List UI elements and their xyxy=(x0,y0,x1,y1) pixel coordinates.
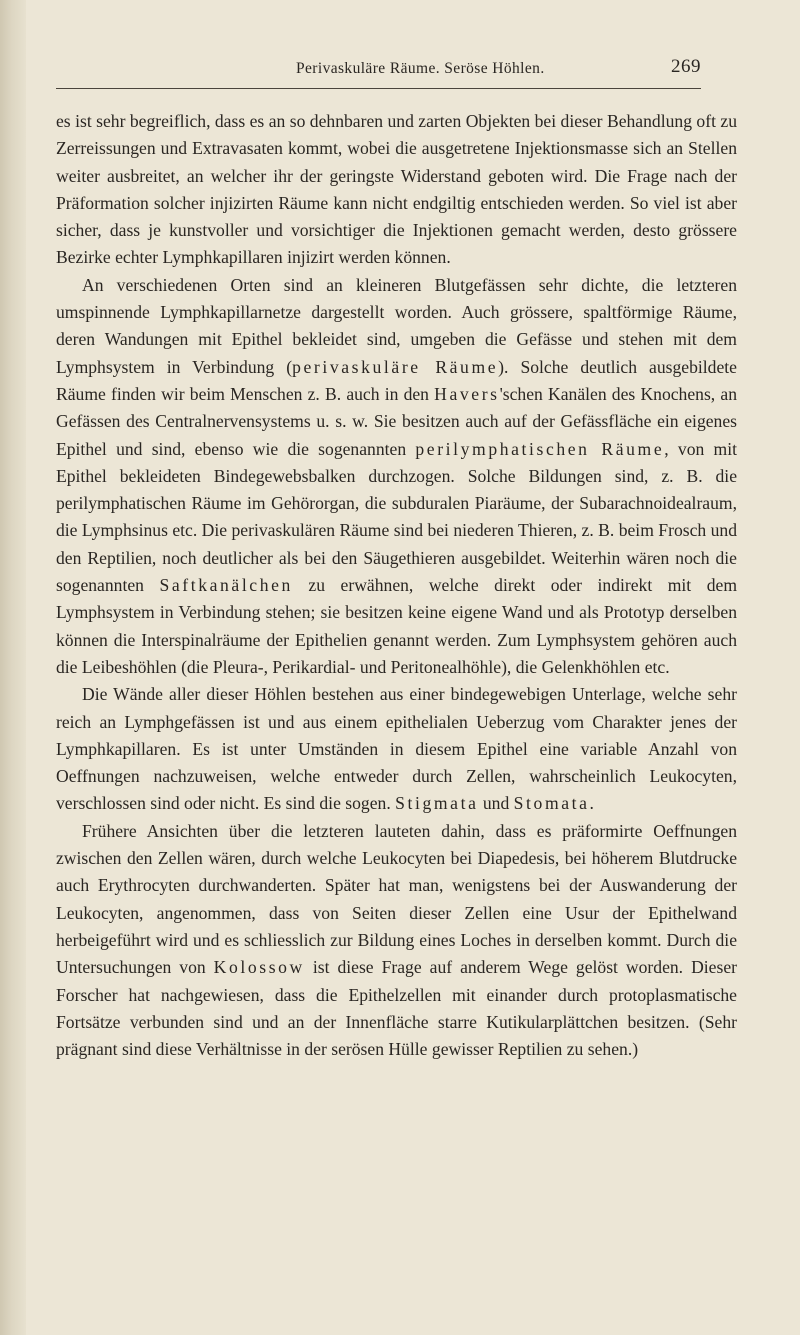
text-run: 'schen Kanälen des Knochens, an Gefässen des Centralnervensystems u. s. w. Sie besitzen auch auf der Gefässfläche ein eigenes Epithel und sind, ebenso wie die sogenannten xyxy=(56,383,737,459)
spaced-term-perivaskulaere-raeume: perivaskuläre Räume xyxy=(292,356,499,377)
header-rule xyxy=(56,88,701,89)
spaced-term-perilymphatische-raeume: perilymphatischen Räume xyxy=(415,438,665,459)
text-run: ). Solche deutlich ausgebildete Räume finden wir beim Menschen z. B. auch in den xyxy=(56,356,737,404)
text-run: Frühere Ansichten über die letzteren lauteten dahin, dass es präformirte Oeffnungen zwischen den Zellen wären, durch welche Leukocyten bei Diapedesis, bei höherem Blutdrucke auch Erythrocyten durchwanderten. Später hat man, wenigstens bei der Auswanderung der Leukocyten, angenommen, dass von Seiten dieser Zellen eine Usur der Epithelwand herbeigeführt wird und es schliesslich zur Bildung eines Loches in derselben kommt. Durch die Untersuchungen von xyxy=(56,820,737,978)
body-text xyxy=(56,108,737,1063)
paragraph-2 xyxy=(56,272,737,681)
spaced-term-saftkanaelchen: Saftkanälchen xyxy=(159,575,293,596)
running-title: Perivaskuläre Räume. Seröse Höhlen. xyxy=(296,60,545,77)
spaced-name-kolossow: Kolossow xyxy=(213,957,305,978)
text-run: zu erwähnen, welche direkt oder indirekt mit dem Lymphsystem in Verbindung stehen; sie besitzen keine eigene Wand und als Prototyp derselben können die Interspinalräume der Epithelien genannt werden. Zum Lymphsystem gehören auch die Leibeshöhlen (die Pleura-, Perikardial- und Peritonealhöhle), die Gelenkhöhlen etc. xyxy=(56,575,738,677)
paragraph-1 xyxy=(56,108,737,272)
running-head xyxy=(56,56,712,86)
text-run: ist diese Frage auf anderem Wege gelöst worden. Dieser Forscher hat nachgewiesen, dass die Epithelzellen mit einander durch protoplasmatische Fortsätze verbunden sind und an der Innenfläche starre Kutikularplättchen besitzen. (Sehr prägnant sind diese Verhältnisse in der serösen Hülle gewisser Reptilien zu sehen.) xyxy=(56,957,737,1060)
text-run: es ist sehr begreiflich, dass es an so dehnbaren und zarten Objekten bei dieser Behandlung oft zu Zerreissungen und Extravasaten kommt, wobei die ausgetretene Injektionsmasse sich an Stellen weiter ausbreitet, an welcher ihr der geringste Widerstand geboten wird. Die Frage nach der Präformation solcher injizirten Räume kann nicht endgiltig entschieden werden. So viel ist aber sicher, dass je kunstvoller und vorsichtiger die Injektionen gemacht werden, desto grössere Bezirke echter Lymphkapillaren injizirt werden können. xyxy=(56,111,737,268)
text-run: , von mit Epithel bekleideten Bindegewebsbalken durchzogen. Solche Bildungen sind, z. B. die perilymphatischen Räume im Gehörorgan, die subduralen Piaräume, der Subarachnoidealraum, die Lymphsinus etc. Die perivaskulären Räume sind bei niederen Thieren, z. B. beim Frosch und den Reptilien, noch deutlicher als bei den Säugethieren ausgebildet. Weiterhin wären noch die sogenannten xyxy=(56,438,738,596)
text-run: Die Wände aller dieser Höhlen bestehen aus einer bindegewebigen Unterlage, welche sehr reich an Lymphgefässen ist und aus einem epithelialen Ueberzug vom Charakter jenes der Lymphkapillaren. Es ist unter Umständen in diesem Epithel eine variable Anzahl von Oeffnungen nachzuweisen, welche entweder durch Zellen, wahrscheinlich Leukocyten, verschlossen sind oder nicht. Es sind die sogen. xyxy=(56,684,737,814)
text-run: und xyxy=(478,793,514,814)
page-number: 269 xyxy=(671,56,701,77)
spaced-name-havers: Havers xyxy=(434,383,500,404)
paragraph-4 xyxy=(56,818,737,1064)
spaced-term-stomata: Stomata xyxy=(513,793,590,814)
text-run: An verschiedenen Orten sind an kleineren Blutgefässen sehr dichte, die letzteren umspinnende Lymphkapillarnetze dargestellt worden. Auch grössere, spaltförmige Räume, deren Wandungen mit Epithel bekleidet sind, umgeben die Gefässe und stehen mit dem Lymphsystem in Verbindung ( xyxy=(56,274,737,377)
paragraph-3 xyxy=(56,681,737,817)
book-page xyxy=(56,0,780,1335)
book-binding-shadow xyxy=(0,0,26,1335)
spaced-term-stigmata: Stigmata xyxy=(395,793,479,814)
text-run: . xyxy=(589,793,594,814)
